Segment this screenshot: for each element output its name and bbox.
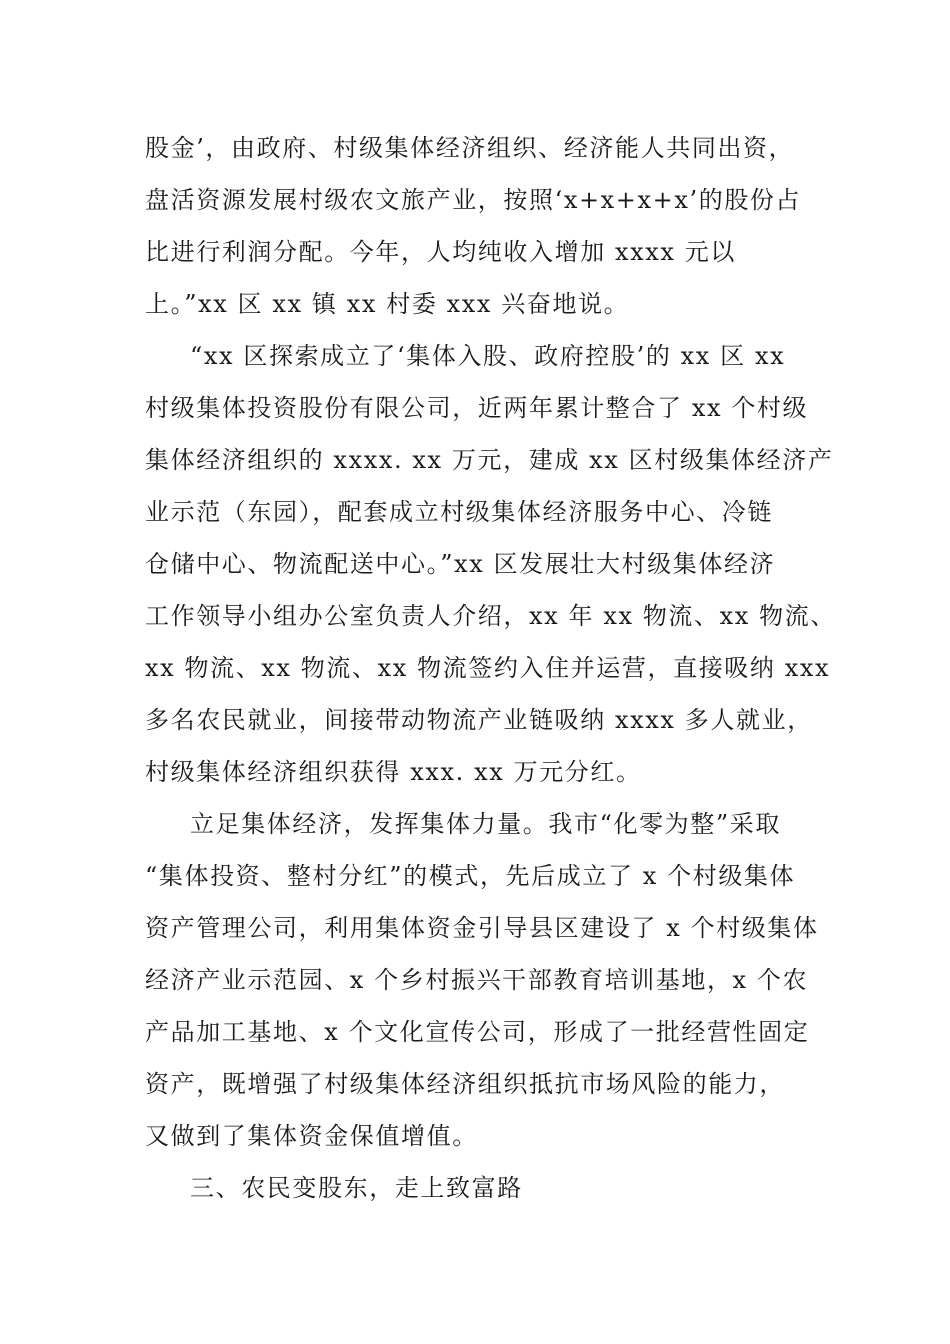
paragraph-first-line: 立足集体经济，发挥集体力量。我市“化零为整”采取 — [190, 810, 781, 838]
text-line: 村级集体投资股份有限公司，近两年累计整合了 xx 个村级 — [145, 394, 809, 422]
text-line: 多名农民就业，间接带动物流产业链吸纳 xxxx 多人就业， — [145, 706, 813, 734]
text-line: 仓储中心、物流配送中心。”xx 区发展壮大村级集体经济 — [145, 550, 776, 578]
section-heading: 三、农民变股东，走上致富路 — [190, 1174, 523, 1202]
text-line: 经济产业示范园、x 个乡村振兴干部教育培训基地，x 个农 — [145, 966, 809, 994]
text-line: 资产，既增强了村级集体经济组织抵抗市场风险的能力， — [145, 1070, 785, 1098]
text-line: 比进行利润分配。今年，人均纯收入增加 xxxx 元以 — [145, 238, 736, 266]
text-line: 又做到了集体资金保值增值。 — [145, 1122, 478, 1150]
text-line: 村级集体经济组织获得 xxx. xx 万元分红。 — [145, 758, 642, 786]
text-line: xx 物流、xx 物流、xx 物流签约入住并运营，直接吸纳 xxx — [145, 654, 831, 682]
text-line: 工作领导小组办公室负责人介绍，xx 年 xx 物流、xx 物流、 — [145, 602, 836, 630]
text-line: 盘活资源发展村级农文旅产业，按照‘x+x+x+x’的股份占 — [145, 186, 802, 214]
text-line: 资产管理公司，利用集体资金引导县区建设了 x 个村级集体 — [145, 914, 819, 942]
text-line: 上。”xx 区 xx 镇 xx 村委 xxx 兴奋地说。 — [145, 290, 630, 318]
text-line: 集体经济组织的 xxxx. xx 万元，建成 xx 区村级集体经济产 — [145, 446, 834, 474]
text-line: 股金’，由政府、村级集体经济组织、经济能人共同出资， — [145, 134, 795, 162]
paragraph-first-line: “xx 区探索成立了‘集体入股、政府控股’的 xx 区 xx — [190, 342, 786, 370]
text-line: 产品加工基地、x 个文化宣传公司，形成了一批经营性固定 — [145, 1018, 810, 1046]
text-line: “集体投资、整村分红”的模式，先后成立了 x 个村级集体 — [145, 862, 796, 890]
text-line: 业示范（东园），配套成立村级集体经济服务中心、冷链 — [145, 498, 773, 526]
